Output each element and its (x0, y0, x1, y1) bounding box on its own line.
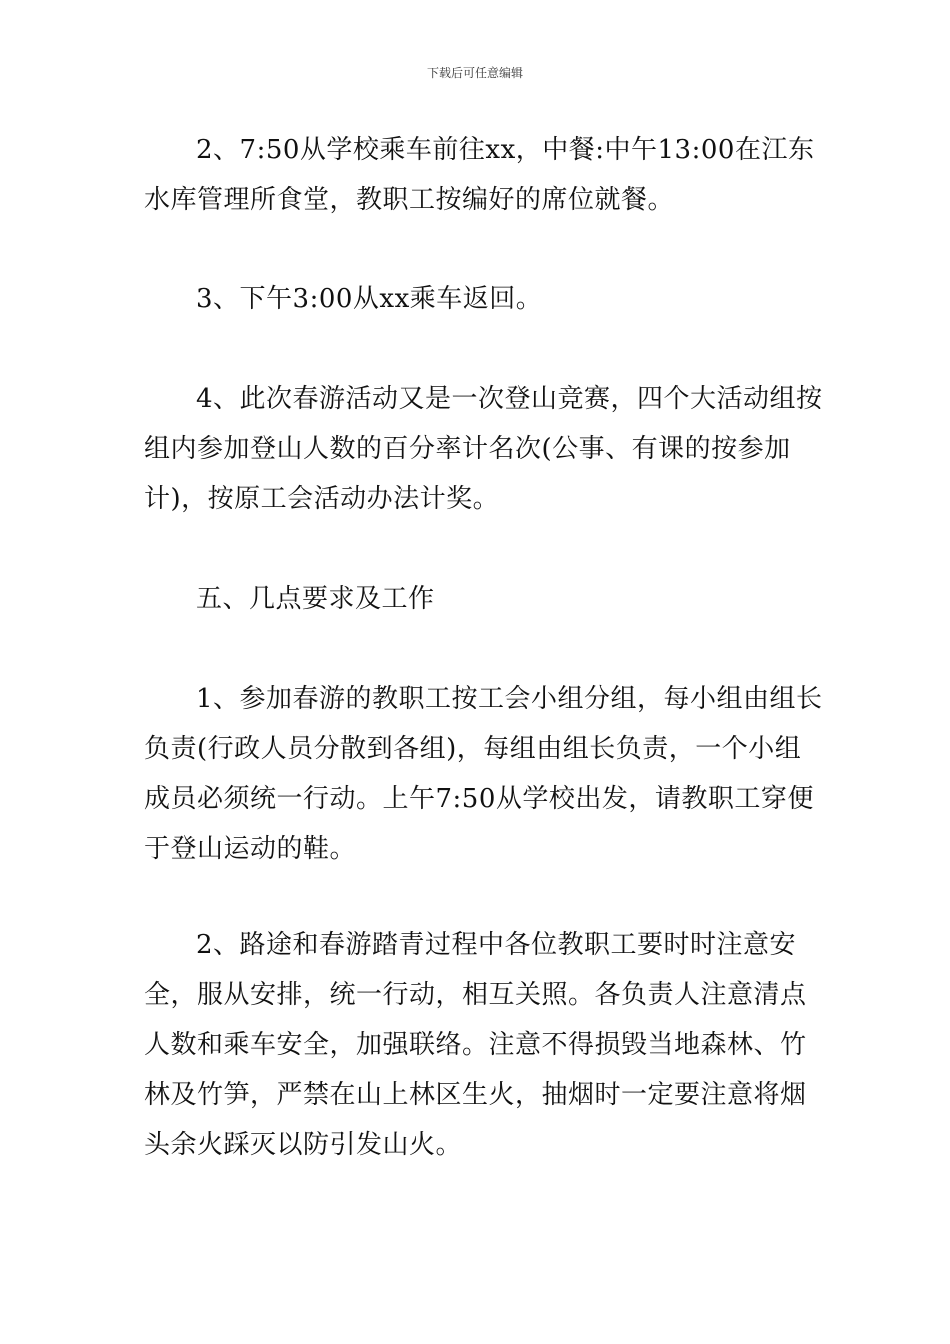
requirement-item-1-grouping: 1、参加春游的教职工按工会小组分组，每小组由组长负责(行政人员分散到各组)，每组由组长负责，一个小组成员必须统一行动。上午7:50从学校出发，请教职工穿便于登山运动的鞋。 (144, 684, 823, 864)
paragraph-item-2-schedule: 2、7:50从学校乘车前往xx，中餐:中午13:00在江东水库管理所食堂，教职工按编好的席位就餐。 (144, 135, 815, 215)
requirement-item-2-safety: 2、路途和春游踏青过程中各位教职工要时时注意安全，服从安排，统一行动，相互关照。各负责人注意清点人数和乘车安全，加强联络。注意不得损毁当地森林、竹林及竹笋，严禁在山上林区生火，抽烟时一定要注意将烟头余火踩灭以防引发山火。 (144, 930, 807, 1160)
section-heading-requirements: 五、几点要求及工作 (196, 584, 435, 614)
page-header-note: 下载后可任意编辑 (426, 66, 523, 80)
paragraph-item-3-return: 3、下午3:00从xx乘车返回。 (196, 284, 543, 314)
paragraph-item-4-competition: 4、此次春游活动又是一次登山竞赛，四个大活动组按组内参加登山人数的百分率计名次(公事、有课的按参加计)，按原工会活动办法计奖。 (144, 384, 823, 514)
